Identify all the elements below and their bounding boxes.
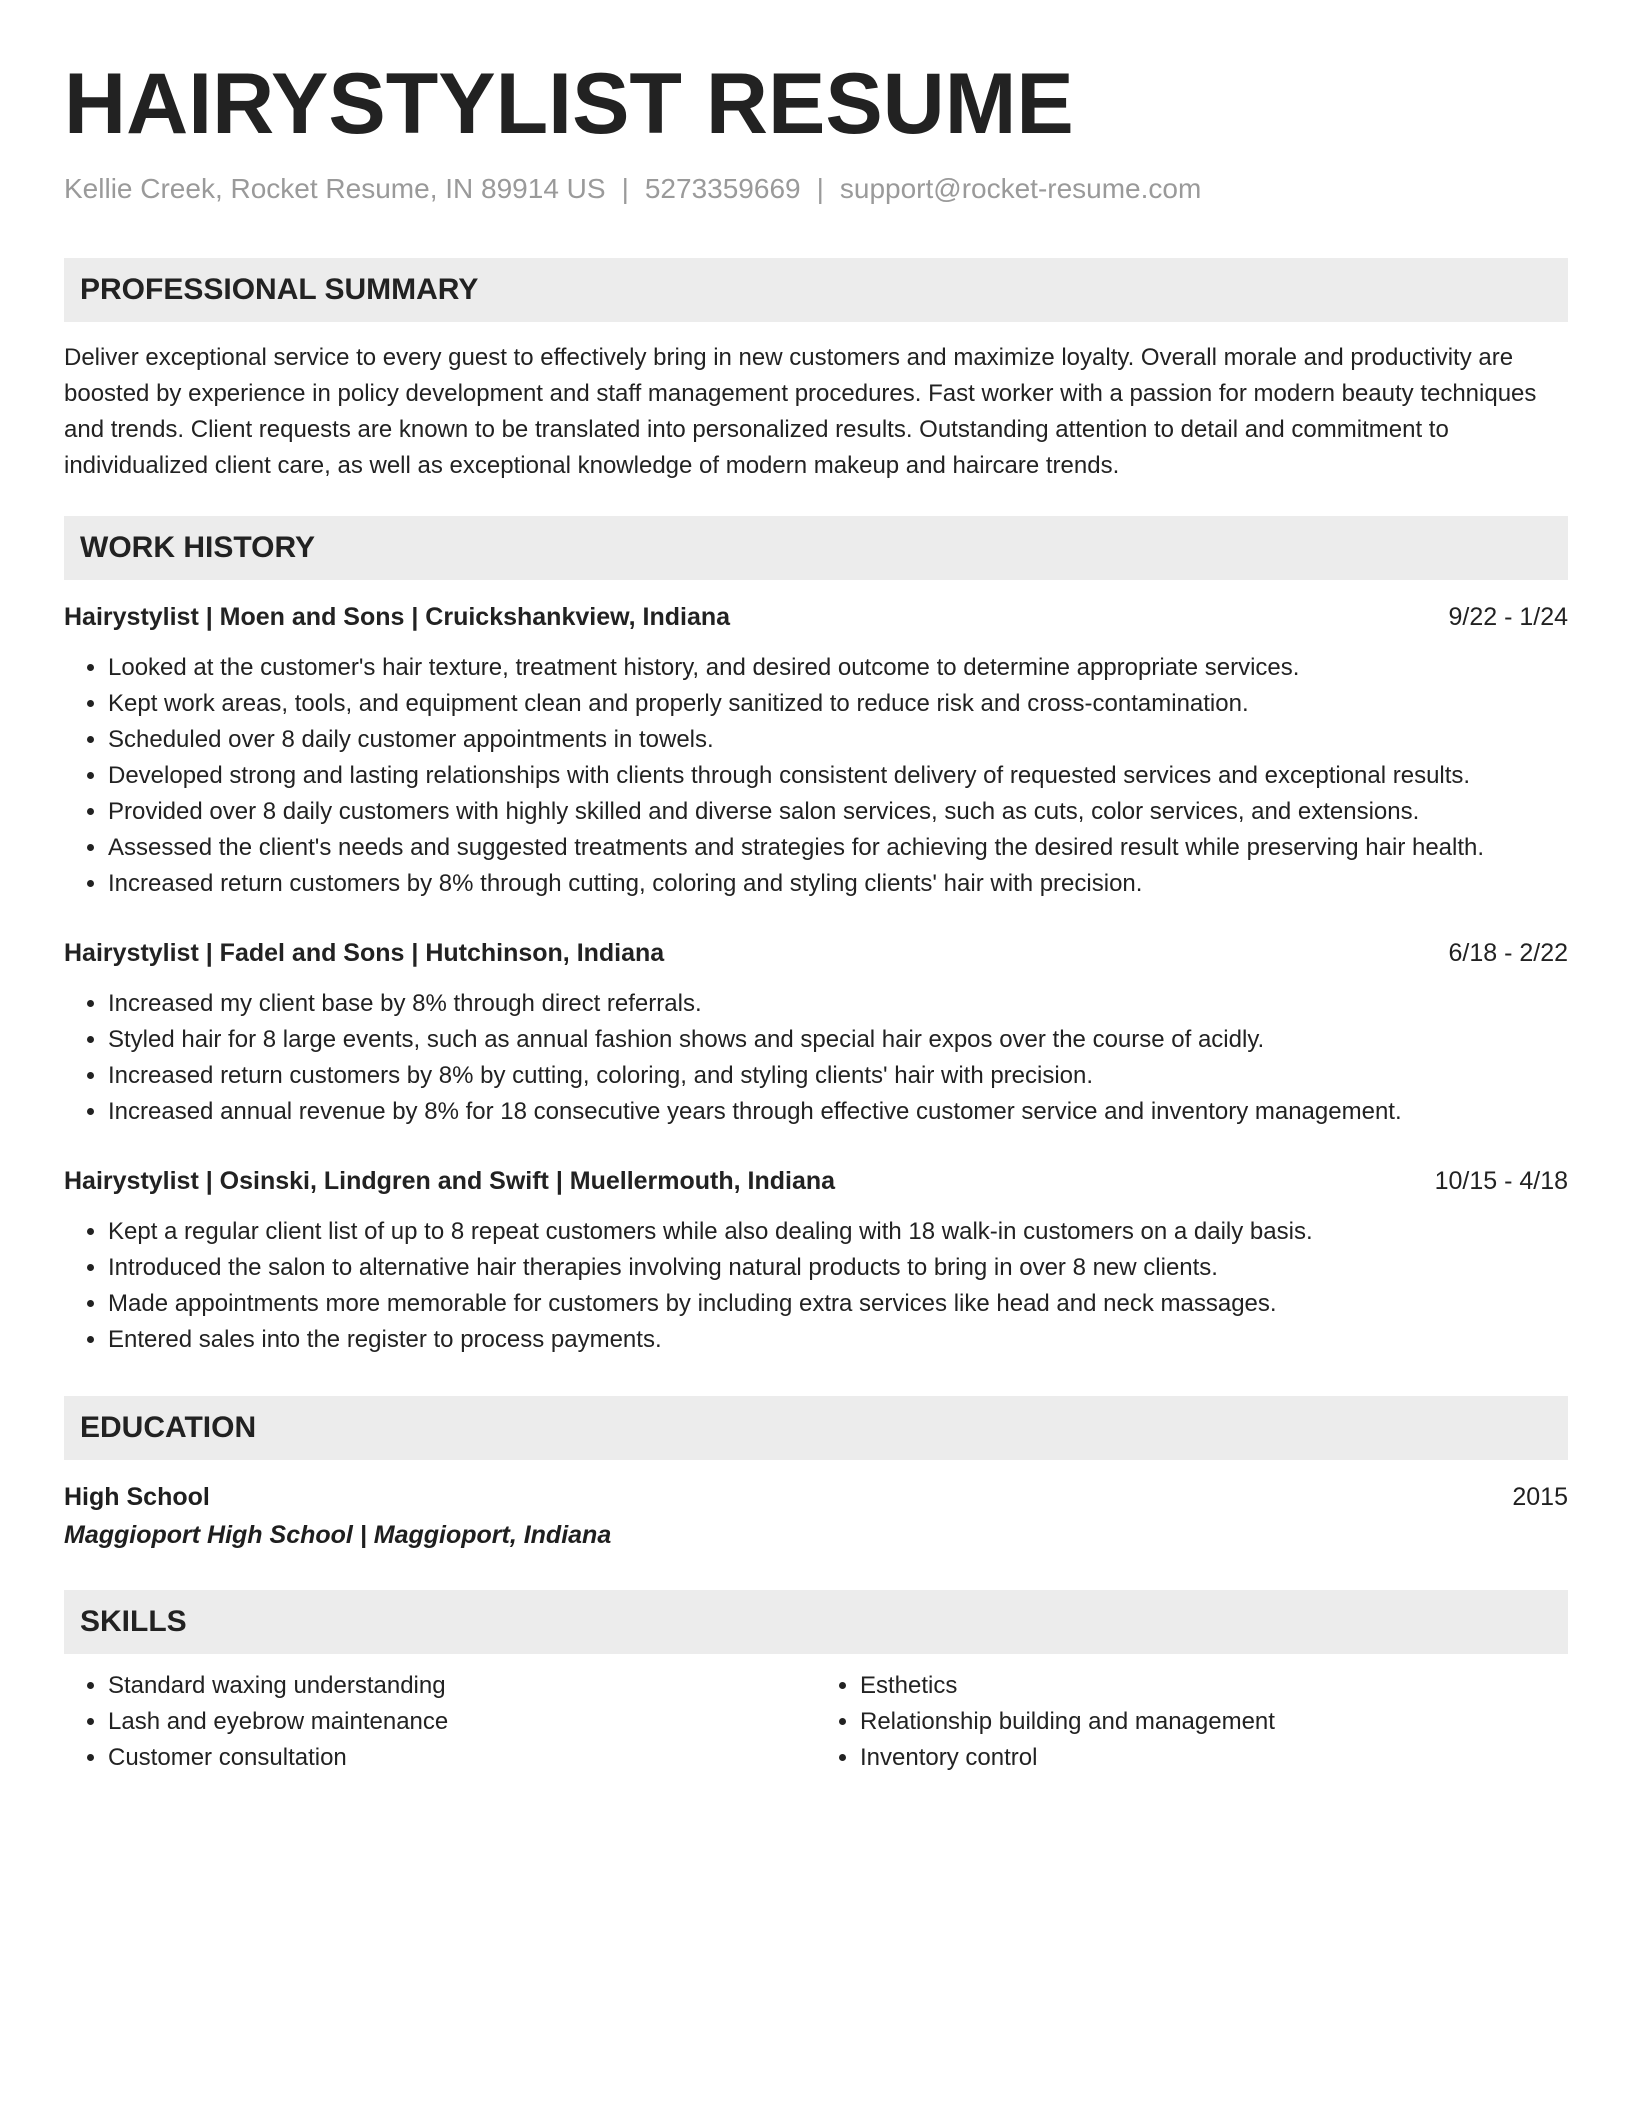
education-entry [64,1480,1568,1514]
list-item: • Entered sales into the register to process payments. [108,1322,1568,1358]
education-degree: High School [64,1483,210,1511]
contact-phone: 5273359669 [644,173,801,204]
list-item: • Lash and eyebrow maintenance [108,1704,816,1740]
skills-grid [64,1668,1568,1776]
education-heading: EDUCATION [64,1396,1568,1460]
contact-separator: | [621,173,629,204]
contact-address: Kellie Creek, Rocket Resume, IN 89914 US [64,173,606,204]
list-item: • Increased return customers by 8% by cutting, coloring, and styling clients' hair with precision. [108,1058,1568,1094]
list-item: • Provided over 8 daily customers with highly skilled and diverse salon services, such as cuts, color services, and extensions. [108,794,1568,830]
list-item: • Relationship building and management [860,1704,1568,1740]
skills-column-right [816,1668,1568,1776]
skills-column-left [64,1668,816,1776]
list-item: • Customer consultation [108,1740,816,1776]
job-bullets [64,650,1568,902]
job-dates: 6/18 - 2/22 [1448,939,1568,967]
summary-heading: PROFESSIONAL SUMMARY [64,258,1568,322]
resume-title: HAIRYSTYLIST RESUME [64,56,1074,152]
job-entry [64,1164,1568,1358]
job-header [64,936,1568,970]
job-bullets [64,986,1568,1130]
list-item: • Styled hair for 8 large events, such as annual fashion shows and special hair expos over the course of acidly. [108,1022,1568,1058]
list-item: • Kept a regular client list of up to 8 repeat customers while also dealing with 18 walk-in customers on a daily basis. [108,1214,1568,1250]
list-item: • Made appointments more memorable for customers by including extra services like head and neck massages. [108,1286,1568,1322]
list-item: • Introduced the salon to alternative hair therapies involving natural products to bring in over 8 new clients. [108,1250,1568,1286]
education-year: 2015 [1512,1483,1568,1511]
job-header [64,600,1568,634]
summary-text: Deliver exceptional service to every guest to effectively bring in new customers and maximize loyalty. Overall morale and productivity are boosted by experience in policy development and staff management procedures. Fast worker with a passion for modern beauty techniques and trends. Client requests are known to be translated into personalized results. Outstanding attention to detail and commitment to individualized client care, as well as exceptional knowledge of modern makeup and haircare trends. [64,344,1537,479]
job-dates: 9/22 - 1/24 [1448,603,1568,631]
list-item: • Looked at the customer's hair texture, treatment history, and desired outcome to determine appropriate services. [108,650,1568,686]
contact-line [64,172,1568,206]
job-title: Hairystylist | Moen and Sons | Cruickshankview, Indiana [64,603,731,631]
job-header [64,1164,1568,1198]
work-history-heading: WORK HISTORY [64,516,1568,580]
job-title: Hairystylist | Fadel and Sons | Hutchinson, Indiana [64,939,665,967]
list-item: • Increased annual revenue by 8% for 18 consecutive years through effective customer service and inventory management. [108,1094,1568,1130]
list-item: • Developed strong and lasting relationships with clients through consistent delivery of requested services and exceptional results. [108,758,1568,794]
list-item: • Assessed the client's needs and suggested treatments and strategies for achieving the desired result while preserving hair health. [108,830,1568,866]
list-item: • Increased my client base by 8% through direct referrals. [108,986,1568,1022]
list-item: • Increased return customers by 8% through cutting, coloring and styling clients' hair with precision. [108,866,1568,902]
list-item: • Inventory control [860,1740,1568,1776]
list-item: • Standard waxing understanding [108,1668,816,1704]
list-item: • Scheduled over 8 daily customer appointments in towels. [108,722,1568,758]
job-entry [64,936,1568,1130]
job-dates: 10/15 - 4/18 [1434,1167,1568,1195]
job-entry [64,600,1568,902]
skills-heading: SKILLS [64,1590,1568,1654]
list-item: • Esthetics [860,1668,1568,1704]
job-title: Hairystylist | Osinski, Lindgren and Swift | Muellermouth, Indiana [64,1167,836,1195]
contact-email: support@rocket-resume.com [839,173,1202,204]
job-bullets [64,1214,1568,1358]
contact-separator: | [816,173,824,204]
education-school: Maggioport High School | Maggioport, Indiana [64,1521,612,1549]
list-item: • Kept work areas, tools, and equipment clean and properly sanitized to reduce risk and cross-contamination. [108,686,1568,722]
